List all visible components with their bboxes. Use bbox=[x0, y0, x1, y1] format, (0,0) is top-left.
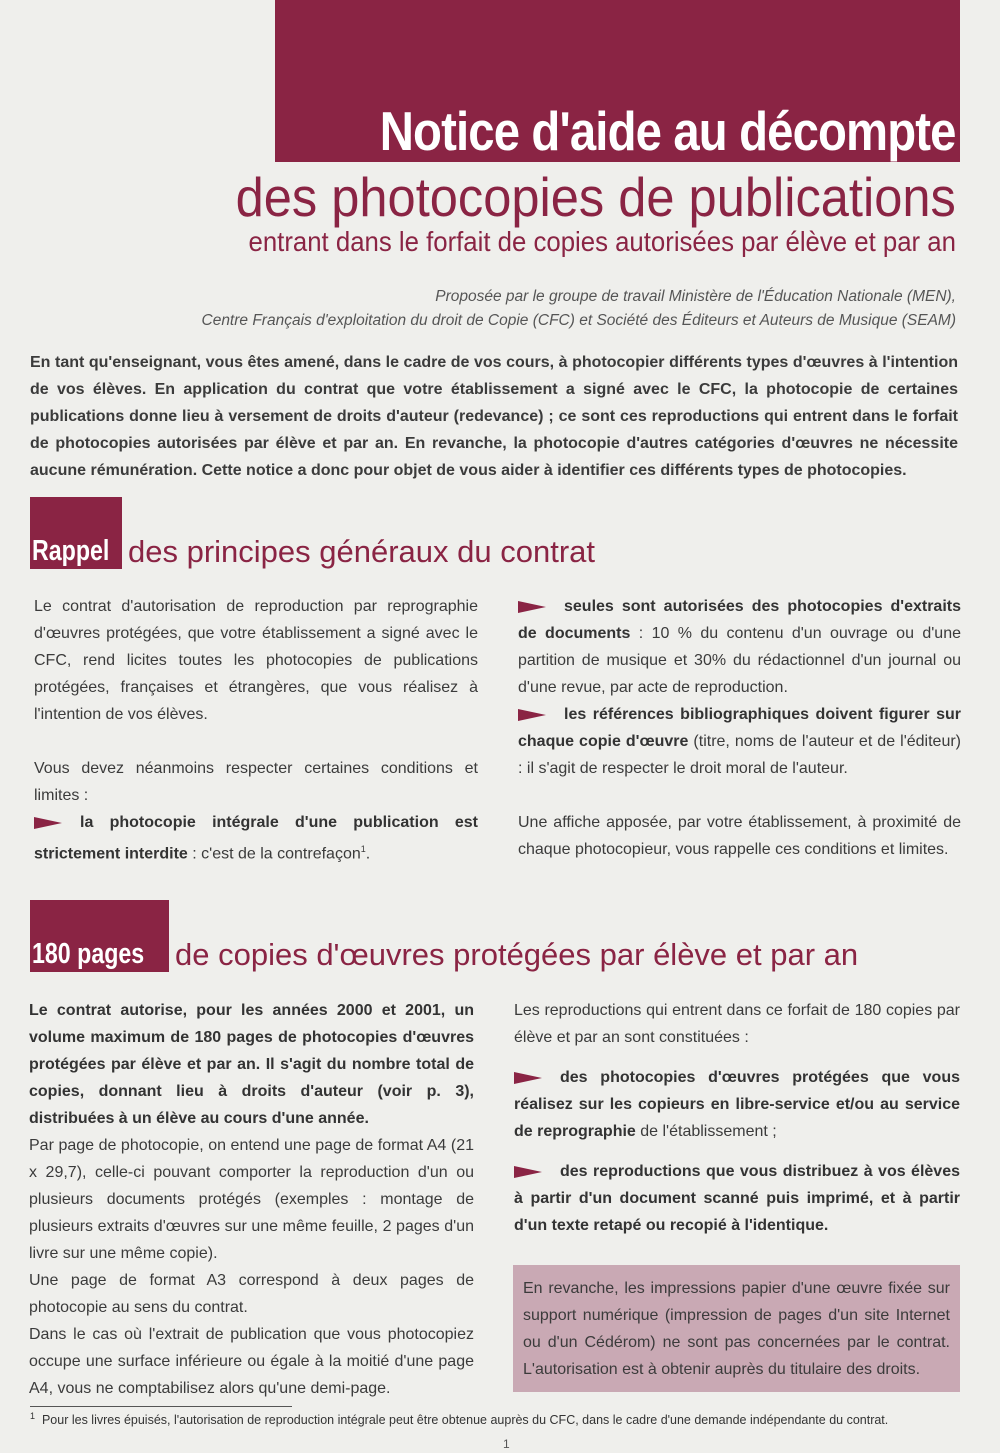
arrow-icon bbox=[514, 1072, 542, 1084]
bullet-text: : 10 % du contenu d'un ouvrage ou d'une partition de musique et 30% du rédactionnel d'un journal ou d'une revue, par acte de reproduction. bbox=[518, 625, 961, 696]
section-label-box bbox=[30, 900, 169, 972]
notice-box: En revanche, les impressions papier d'une œuvre fixée sur support numérique (impression de pages d'un site Internet ou d'un Cédérom) ne sont pas concernées par le contrat. L'autorisation est à obtenir auprès du titulaire des droits. bbox=[513, 1265, 960, 1392]
footnote-divider bbox=[30, 1406, 292, 1407]
paragraph: Le contrat d'autorisation de reproduction par reprographie d'œuvres protégées, que votre établissement a signé avec le CFC, rend licites toutes les photocopies de publications protégées, françaises et étrangères, que vous réalisez à l'intention de vos élèves. bbox=[34, 598, 478, 723]
page-subtitle: des photocopies de publications bbox=[235, 166, 956, 228]
bullet-item bbox=[518, 701, 961, 782]
bullet-item bbox=[514, 1064, 960, 1145]
credit-line-1: Proposée par le groupe de travail Ministère de l'Éducation Nationale (MEN), bbox=[435, 288, 956, 305]
footnote-ref: 1 bbox=[360, 844, 366, 854]
paragraph: Dans le cas où l'extrait de publication que vous photocopiez occupe une surface inférieure ou égale à la moitié d'une page A4, vous ne comptabilisez alors qu'une demi-page. bbox=[29, 1326, 474, 1397]
intro-paragraph: En tant qu'enseignant, vous êtes amené, dans le cadre de vos cours, à photocopier différents types d'œuvres à l'intention de vos élèves. En application du contrat que votre établissement a signé avec le CFC, la photocopie de certaines publications donne lieu à versement de droits d'auteur (redevance) ; ce sont ces reproductions qui entrent dans le forfait de photocopies autorisées par élève et par an. En revanche, la photocopie d'autres catégories d'œuvres ne nécessite aucune rémunération. Cette notice a donc pour objet de vous aider à identifier ces différents types de photocopies. bbox=[30, 354, 958, 479]
footnote-text: Pour les livres épuisés, l'autorisation de reproduction intégrale peut être obtenue auprès du CFC, dans le cadre d'une demande indépendante du contrat. bbox=[41, 1413, 889, 1428]
section1-right-column bbox=[518, 593, 961, 863]
bullet-bold: des photocopies d'œuvres protégées que vous réalisez sur les copieurs en libre-service et/ou au service de reprographie bbox=[514, 1069, 960, 1140]
bullet-text: (titre, noms de l'auteur et de l'éditeur) : il s'agit de respecter le droit moral de l'auteur. bbox=[518, 733, 962, 777]
footnote bbox=[30, 1411, 888, 1427]
bullet-bold: les références bibliographiques doivent figurer sur chaque copie d'œuvre bbox=[518, 706, 961, 750]
arrow-icon bbox=[514, 1166, 542, 1178]
section1-left-column bbox=[34, 593, 478, 867]
bullet-item bbox=[514, 1158, 960, 1239]
paragraph: Les reproductions qui entrent dans ce forfait de 180 copies par élève et par an sont constituées : bbox=[514, 1002, 960, 1046]
bullet-bold: des reproductions que vous distribuez à vos élèves à partir d'un document scanné puis imprimé, et à partir d'un texte retapé ou recopié à l'identique. bbox=[514, 1163, 960, 1234]
page-title: Notice d'aide au décompte bbox=[380, 100, 956, 162]
bullet-text: de l'établissement ; bbox=[635, 1123, 777, 1140]
paragraph: Une page de format A3 correspond à deux pages de photocopie au sens du contrat. bbox=[29, 1272, 474, 1316]
arrow-icon bbox=[518, 601, 546, 613]
bullet-bold: seules sont autorisées des photocopies d'extraits de documents bbox=[518, 598, 961, 642]
section-title: des principes généraux du contrat bbox=[128, 534, 596, 569]
paragraph-bold bbox=[29, 997, 474, 1132]
page-number: 1 bbox=[503, 1437, 510, 1451]
section-label: Rappel bbox=[32, 535, 110, 567]
section-label: 180 pages bbox=[32, 938, 145, 970]
credit-line-2: Centre Français d'exploitation du droit de Copie (CFC) et Société des Éditeurs et Auteurs de Musique (SEAM) bbox=[201, 312, 956, 329]
arrow-icon bbox=[34, 817, 62, 829]
paragraph: Une affiche apposée, par votre établissement, à proximité de chaque photocopieur, vous rappelle ces conditions et limites. bbox=[518, 814, 961, 858]
section-heading-180-pages bbox=[30, 900, 858, 972]
credits bbox=[202, 285, 957, 333]
bullet-item bbox=[518, 593, 961, 701]
section-label-box bbox=[30, 497, 122, 569]
paragraph: Vous devez néanmoins respecter certaines conditions et limites : bbox=[34, 760, 478, 804]
paragraph: Par page de photocopie, on entend une page de format A4 (21 x 29,7), celle-ci pouvant comporter la reproduction d'un ou plusieurs documents protégés (exemples : montage de plusieurs extraits d'œuvres sur une même feuille, 2 pages d'un livre sur une même copie). bbox=[29, 1137, 474, 1262]
page-subtitle-2: entrant dans le forfait de copies autorisées par élève et par an bbox=[248, 226, 956, 257]
bullet-item: la photocopie intégrale d'une publication est strictement interdite : c'est de la contrefaçon$^1$. bbox=[34, 814, 478, 863]
section-title: de copies d'œuvres protégées par élève et par an bbox=[175, 937, 859, 972]
bullet-text: : c'est de la contrefaçon bbox=[187, 845, 361, 863]
section2-left-column bbox=[29, 997, 474, 1402]
bullet-bold: la photocopie intégrale d'une publication est strictement interdite bbox=[34, 814, 478, 863]
section-heading-rappel bbox=[30, 497, 595, 569]
footnote-mark: 1 bbox=[30, 1411, 36, 1421]
bold-text: Le contrat autorise, pour les années 2000 et 2001, un volume maximum de 180 pages de photocopies d'œuvres protégées par élève et par an. Il s'agit du nombre total de copies, donnant lieu à droits d'auteur (voir p. 3), distribuées à un élève au cours d'une année. bbox=[29, 1002, 474, 1127]
section2-right-column bbox=[514, 997, 960, 1239]
arrow-icon bbox=[518, 709, 546, 721]
